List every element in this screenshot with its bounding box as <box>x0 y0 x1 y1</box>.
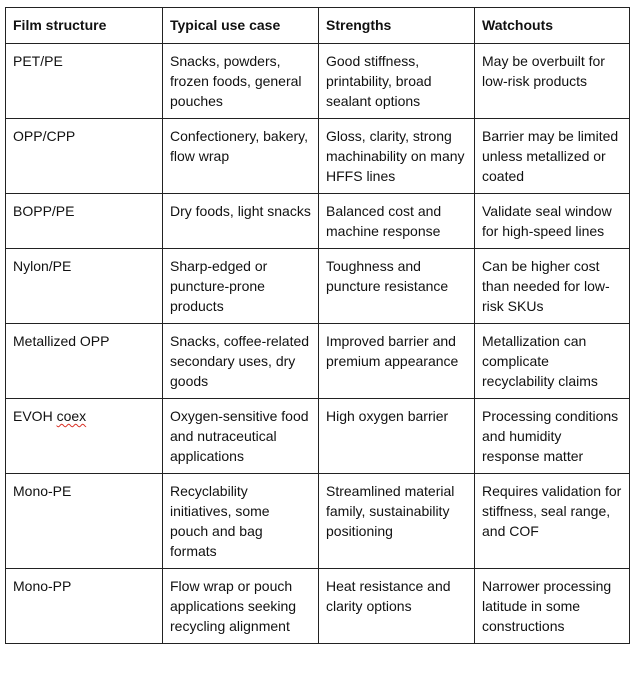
cell-watchouts[interactable]: Barrier may be limited unless metallized or coated <box>475 119 630 194</box>
cell-strengths[interactable]: Gloss, clarity, strong machinability on many HFFS lines <box>319 119 475 194</box>
cell-watchouts[interactable]: Validate seal window for high-speed lines <box>475 194 630 249</box>
cell-film-structure[interactable]: Mono-PP <box>6 569 163 644</box>
table-row <box>6 44 630 119</box>
header-typical-use-case[interactable]: Typical use case <box>163 8 319 44</box>
table-row <box>6 249 630 324</box>
header-strengths[interactable]: Strengths <box>319 8 475 44</box>
cell-film-structure[interactable]: Nylon/PE <box>6 249 163 324</box>
cell-watchouts[interactable]: Narrower processing latitude in some constructions <box>475 569 630 644</box>
cell-strengths[interactable]: Toughness and puncture resistance <box>319 249 475 324</box>
cell-strengths[interactable]: Improved barrier and premium appearance <box>319 324 475 399</box>
structure-prefix: EVOH <box>13 408 57 424</box>
cell-watchouts[interactable]: Requires validation for stiffness, seal range, and COF <box>475 474 630 569</box>
cell-watchouts[interactable]: Processing conditions and humidity response matter <box>475 399 630 474</box>
table-row <box>6 119 630 194</box>
cell-film-structure[interactable]: Mono-PE <box>6 474 163 569</box>
film-structure-table <box>5 7 630 644</box>
cell-use-case[interactable]: Dry foods, light snacks <box>163 194 319 249</box>
cell-film-structure[interactable]: BOPP/PE <box>6 194 163 249</box>
header-film-structure[interactable]: Film structure <box>6 8 163 44</box>
cell-film-structure[interactable]: PET/PE <box>6 44 163 119</box>
table-row <box>6 569 630 644</box>
cell-strengths[interactable]: Balanced cost and machine response <box>319 194 475 249</box>
cell-film-structure[interactable] <box>6 399 163 474</box>
cell-use-case[interactable]: Confectionery, bakery, flow wrap <box>163 119 319 194</box>
cell-strengths[interactable]: High oxygen barrier <box>319 399 475 474</box>
spellcheck-flagged-word[interactable]: coex <box>56 408 87 424</box>
cell-use-case[interactable]: Snacks, powders, frozen foods, general pouches <box>163 44 319 119</box>
table-row <box>6 474 630 569</box>
cell-use-case[interactable]: Sharp-edged or puncture-prone products <box>163 249 319 324</box>
cell-use-case[interactable]: Oxygen-sensitive food and nutraceutical applications <box>163 399 319 474</box>
cell-use-case[interactable]: Flow wrap or pouch applications seeking recycling alignment <box>163 569 319 644</box>
header-watchouts[interactable]: Watchouts <box>475 8 630 44</box>
table-header-row <box>6 8 630 44</box>
cell-film-structure[interactable]: Metallized OPP <box>6 324 163 399</box>
cell-strengths[interactable]: Good stiffness, printability, broad sealant options <box>319 44 475 119</box>
table-row <box>6 324 630 399</box>
cell-watchouts[interactable]: May be overbuilt for low-risk products <box>475 44 630 119</box>
table-row <box>6 399 630 474</box>
table-row <box>6 194 630 249</box>
cell-watchouts[interactable]: Metallization can complicate recyclability claims <box>475 324 630 399</box>
cell-watchouts[interactable]: Can be higher cost than needed for low-risk SKUs <box>475 249 630 324</box>
cell-strengths[interactable]: Heat resistance and clarity options <box>319 569 475 644</box>
cell-strengths[interactable]: Streamlined material family, sustainability positioning <box>319 474 475 569</box>
cell-use-case[interactable]: Snacks, coffee-related secondary uses, dry goods <box>163 324 319 399</box>
cell-use-case[interactable]: Recyclability initiatives, some pouch and bag formats <box>163 474 319 569</box>
cell-film-structure[interactable]: OPP/CPP <box>6 119 163 194</box>
